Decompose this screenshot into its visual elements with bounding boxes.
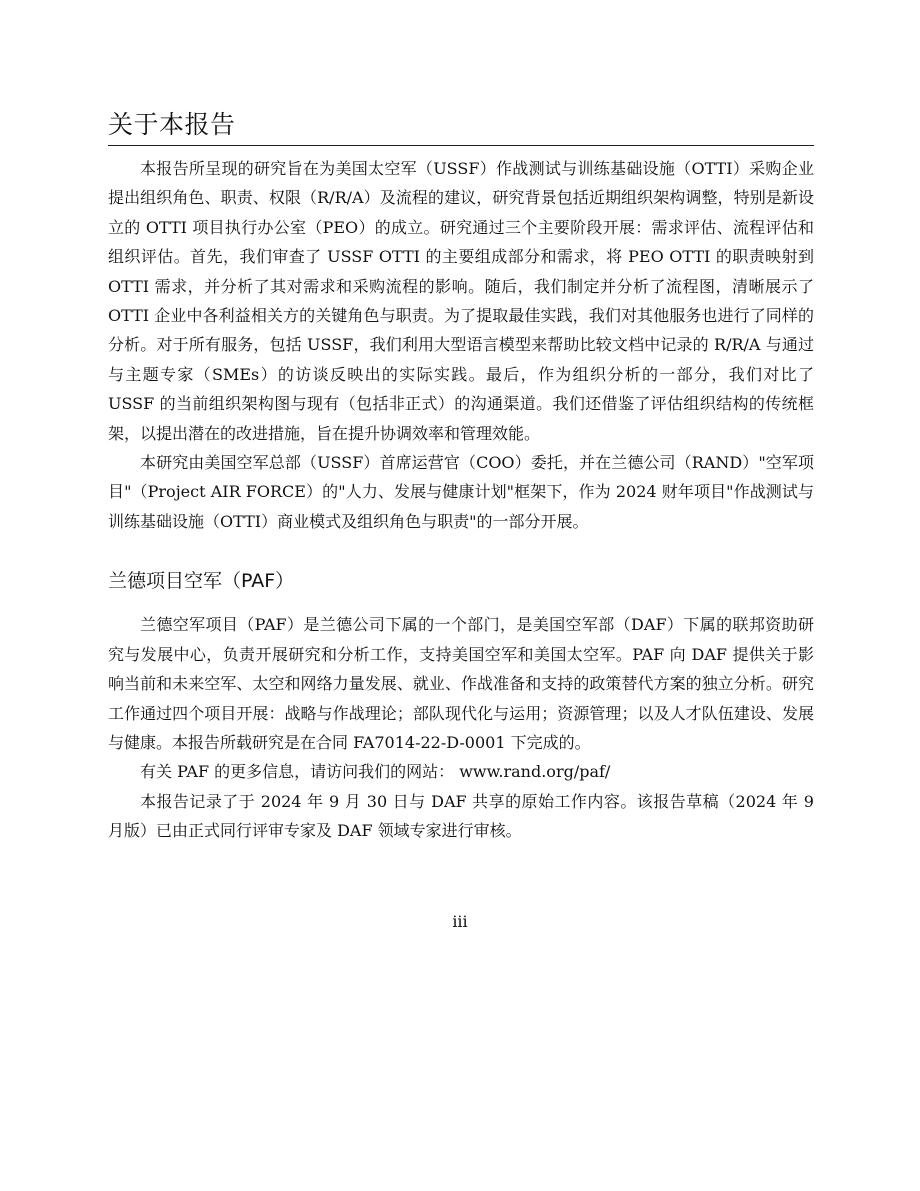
about-paragraph-1: 本报告所呈现的研究旨在为美国太空军（USSF）作战测试与训练基础设施（OTTI）采购企业提出组织角色、职责、权限（R/R/A）及流程的建议，研究背景包括近期组织架构调整，特别是新设立的 OTTI 项目执行办公室（PEO）的成立。研究通过三个主要阶段开展：需求评估、流程评估和组织评估。首先，我们审查了 USSF OTTI 的主要组成部分和需求，将 PEO OTTI 的职责映射到 OTTI 需求，并分析了其对需求和采购流程的影响。随后，我们制定并分析了流程图，清晰展示了 OTTI 企业中各利益相关方的关键角色与职责。为了提取最佳实践，我们对其他服务也进行了同样的分析。对于所有服务，包括 USSF，我们利用大型语言模型来帮助比较文档中记录的 R/R/A 与通过与主题专家（SMEs）的访谈反映出的实际实践。最后，作为组织分析的一部分，我们对比了 USSF 的当前组织架构图与现有（包括非正式）的沟通渠道。我们还借鉴了评估组织结构的传统框架，以提出潜在的改进措施，旨在提升协调效率和管理效能。 — [108, 159, 814, 443]
title-divider — [108, 145, 814, 146]
page-number: iii — [452, 912, 468, 931]
paf-paragraph-3: 本报告记录了于 2024 年 9 月 30 日与 DAF 共享的原始工作内容。该报告草稿（2024 年 9 月版）已由正式同行评审专家及 DAF 领域专家进行审核。 — [108, 791, 814, 841]
about-paragraph-2: 本研究由美国空军总部（USSF）首席运营官（COO）委托，并在兰德公司（RAND）"空军项目"（Project AIR FORCE）的"人力、发展与健康计划"框架下，作为 2024 财年项目"作战测试与训练基础设施（OTTI）商业模式及组织角色与职责"的一部分开展。 — [108, 453, 814, 531]
about-report-title: 关于本报告 — [108, 110, 236, 139]
paf-paragraph-1: 兰德空军项目（PAF）是兰德公司下属的一个部门，是美国空军部（DAF）下属的联邦资助研究与发展中心，负责开展研究和分析工作，支持美国空军和美国太空军。PAF 向 DAF 提供关于影响当前和未来空军、太空和网络力量发展、就业、作战准备和支持的政策替代方案的独立分析。研究工作通过四个项目开展：战略与作战理论；部队现代化与运用；资源管理；以及人才队伍建设、发展与健康。本报告所载研究是在合同 FA7014-22-D-0001 下完成的。 — [108, 615, 814, 752]
paf-paragraph-2: 有关 PAF 的更多信息，请访问我们的网站： www.rand.org/paf/ — [140, 762, 611, 782]
report-page — [108, 108, 814, 846]
paf-section-title: 兰德项目空军（PAF） — [108, 570, 295, 593]
